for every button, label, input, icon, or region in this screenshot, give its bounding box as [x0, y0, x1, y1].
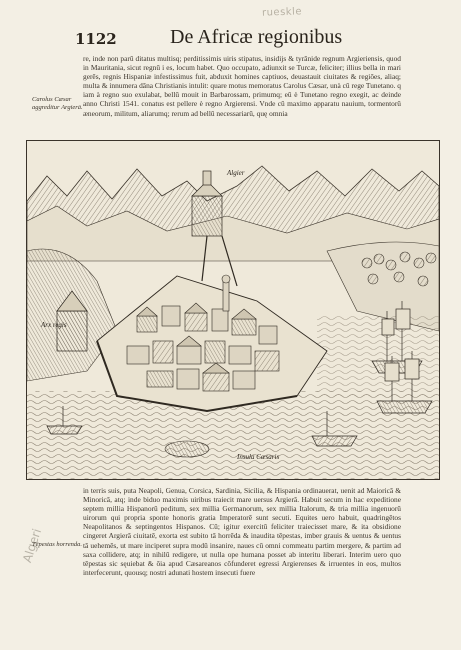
margin-note: Tēpestas horrenda. [32, 541, 82, 548]
body-text-top [83, 54, 401, 118]
margin-note: Carolus Cæsar aggreditur Argierā. [32, 96, 83, 111]
page-header [75, 28, 405, 50]
paragraph: in terris suis, puta Neapoli, Genua, Corsica, Sardinia, Sicilia, & Hispania ordinauerat, uenit ad Maioricā & Minoricā, atq; inde biduo maximis uiribus traiecit mare uersus Argierā. Habuit secum in hac expeditione septem millia Hispanorū peditum, sex millia Germanorum, sex millia Italorum, & tria millia ingenuorū uirorum qui propria sponte honoris gratia Imperatorē sunt secuti. Equites uero habuit, quadringētos Neapolitanos & septingentos Hispanos. Cū; igitur exercitū feliciter traiecisset mare, & ita obsidione cingeret Argierā ciuitatē, exorta est subito tā horrēda & inaudita tēpestas, imber grauis & uentus & uentus tā uehemēs, ut mare inciperet supra modū insanire, naues cū omni commeatu partim mergere, & partim ad saxa collidere, atq; in nihilū redigere, ut nulla ope humana posset ab interitu liberari. Interim uero quo tēpestas sic sęuiebat & ōia apud Cæsareanos cōfunderet egressi Argierenses & irruentes in eos, multos interfecerunt, quousq; nostri adunati hostem insecuti fuere [83, 486, 401, 577]
map-label-city: Algier [227, 169, 245, 177]
island [165, 441, 209, 457]
page-number: 1122 [75, 30, 117, 48]
city-view-svg [27, 141, 439, 479]
body-text-bottom [83, 486, 401, 577]
pencil-annotation-left: Algeri [20, 526, 45, 565]
pencil-annotation: rueskle [261, 6, 303, 19]
running-title: De Africæ regionibus [170, 26, 343, 48]
paragraph: re, inde non parū ditatus multisq; perditissimis uiris stipatus, insidijs & tyrānide regnum Argieriensis, quod in Mauritania, sicut regnū i es, locum habet. Quo occupato, adiunxit se Turcæ, feliciter; illius bella in mari gerēs, regnis Hispaniæ infestissimus fuit, abduxit homines captiuos, deuastauit ciuitates & regiōes, aliaq; multa & innumera dāna Christianis intulit: quare motus memoratus Carolus Cæsar, unà cū rege Tunetano. q iam à regno suo exulabat, bellū mouit in Barbarossam, primumq; eū è Tunetano regno exegit, ac deinde anno Christi 1541. conatus est pellere è regno Argierensi. Vnde cū maximo apparatu nauium, tormentorū æneorum, militum, aliarumq; rerum ad bellū necessariarū, quę omnia [83, 54, 401, 118]
map-label-fortress: Arx regis [41, 321, 67, 329]
woodcut-illustration [26, 140, 440, 480]
map-label-island: Insula Cæsaris [237, 453, 280, 461]
